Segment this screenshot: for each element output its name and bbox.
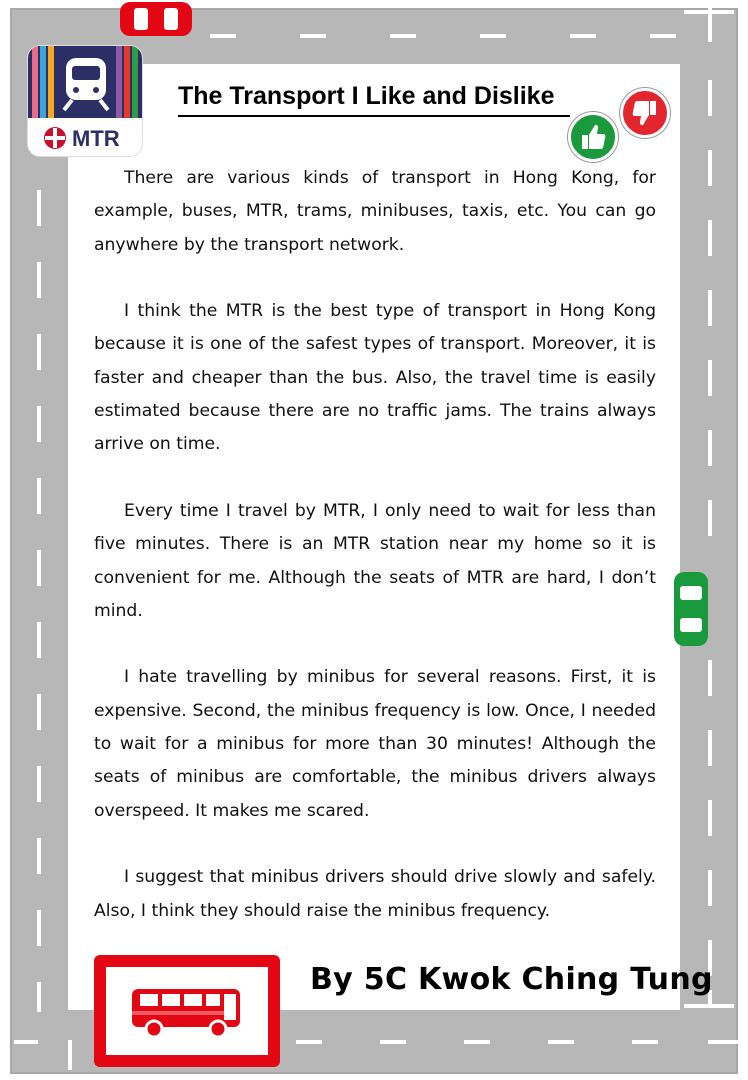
logo-stripe xyxy=(124,46,130,118)
logo-stripe xyxy=(116,46,122,118)
thumbs-down-icon xyxy=(620,88,670,138)
paragraph: I suggest that minibus drivers should drive slowly and safely. Also, I think they should raise the minibus frequency. xyxy=(94,867,656,921)
bus-sign xyxy=(94,955,280,1067)
logo-text: MTR xyxy=(72,126,120,151)
logo-stripe xyxy=(48,46,54,118)
mtr-symbol-icon xyxy=(42,126,68,150)
title-underline xyxy=(178,115,570,117)
logo-stripe xyxy=(32,46,38,118)
mtr-train-icon xyxy=(60,54,112,112)
bus-sign-panel xyxy=(106,967,268,1055)
green-car-icon xyxy=(672,570,710,648)
logo-stripe xyxy=(40,46,46,118)
paragraph: Every time I travel by MTR, I only need to wait for less than five minutes. There is an MTR station near my home so it is convenient for me. Although the seats of MTR are hard, I don’t mind. xyxy=(94,500,656,621)
page-title: The Transport I Like and Dislike xyxy=(178,82,555,110)
mtr-logo xyxy=(28,46,142,156)
paragraph: I think the MTR is the best type of transport in Hong Kong because it is one of the safest types of transport. Moreover, it is faster and cheaper than the bus. Also, the travel time is easily estimated because there are no traffic jams. The trains always arrive on time. xyxy=(94,301,656,455)
logo-stripe xyxy=(132,46,138,118)
author-byline: By 5C Kwok Ching Tung xyxy=(310,962,713,997)
red-car-icon xyxy=(118,0,194,38)
essay-body xyxy=(94,162,656,961)
paragraph: There are various kinds of transport in Hong Kong, for example, buses, MTR, trams, minibuses, taxis, etc. You can go anywhere by the transport network. xyxy=(94,168,656,255)
thumbs-up-icon xyxy=(568,112,618,162)
paragraph: I hate travelling by minibus for several reasons. First, it is expensive. Second, the minibus frequency is low. Once, I needed to wait for a minibus for more than 30 minutes! Although the seats of minibus are comfortable, the minibus drivers always overspeed. It makes me scared. xyxy=(94,667,656,821)
bus-icon xyxy=(128,985,246,1039)
